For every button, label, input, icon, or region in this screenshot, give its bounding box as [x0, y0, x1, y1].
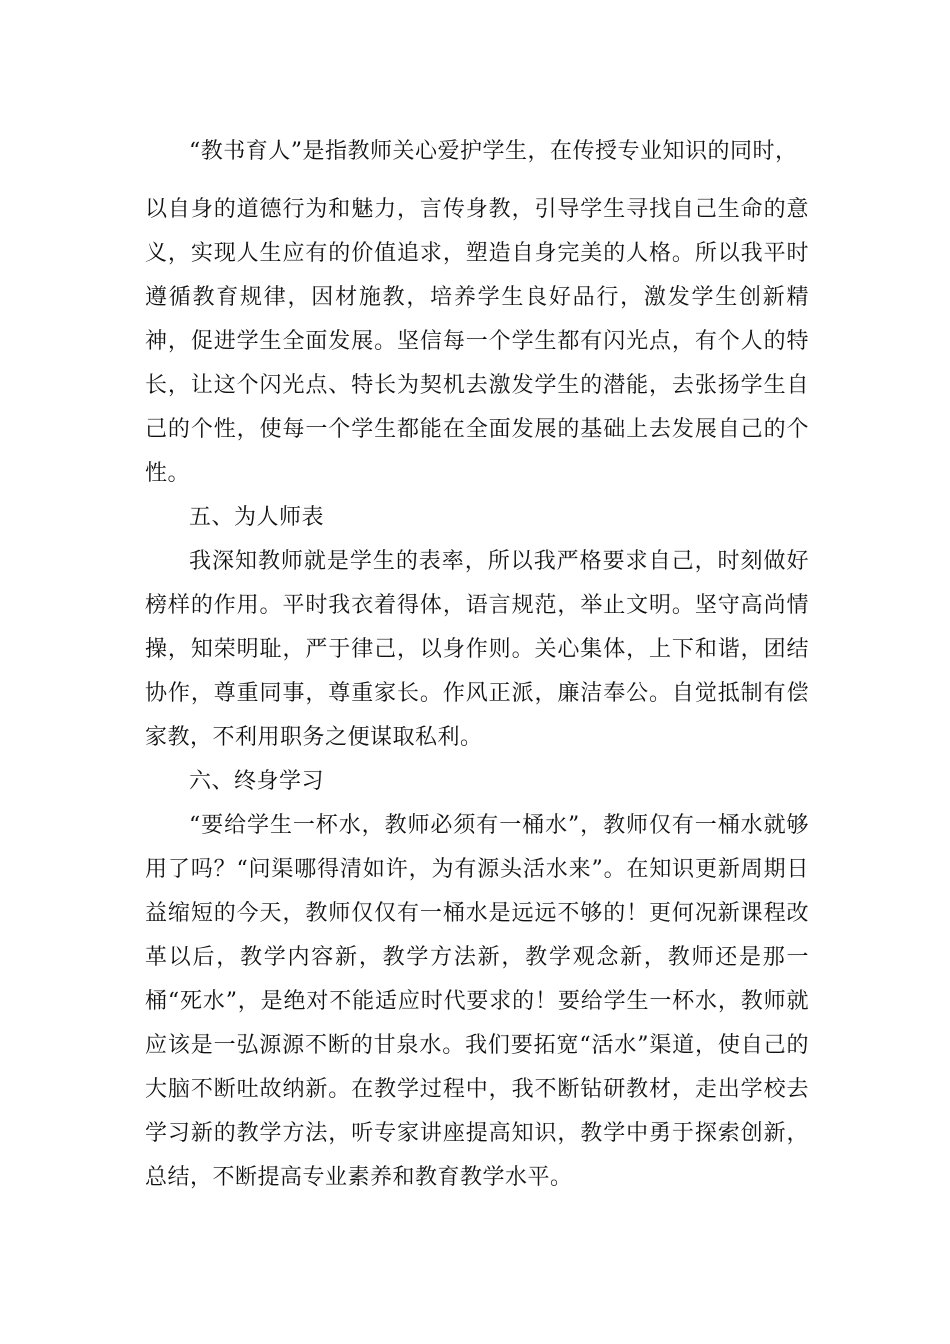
document-body [145, 188, 809, 1200]
paragraph-teaching-and-educating: 以自身的道德行为和魅力，言传身教，引导学生寻找自己生命的意义，实现人生应有的价值追求，塑造自身完美的人格。所以我平时遵循教育规律，因材施教，培养学生良好品行，激发学生创新精神，促进学生全面发展。坚信每一个学生都有闪光点，有个人的特长，让这个闪光点、特长为契机去激发学生的潜能，去张扬学生自己的个性，使每一个学生都能在全面发展的基础上去发展自己的个性。 [145, 197, 809, 486]
section-heading-role-model: 五、为人师表 [189, 505, 325, 530]
paragraph-first-line: “教书育人”是指教师关心爱护学生，在传授专业知识的同时， [189, 139, 798, 164]
paragraph-role-model: 我深知教师就是学生的表率，所以我严格要求自己，时刻做好榜样的作用。平时我衣着得体，语言规范，举止文明。坚守高尚情操，知荣明耻，严于律己，以身作则。关心集体，上下和谐，团结协作，尊重同事，尊重家长。作风正派，廉洁奉公。自觉抵制有偿家教，不利用职务之便谋取私利。 [145, 549, 809, 750]
paragraph-lifelong-learning: “要给学生一杯水，教师必须有一桶水”，教师仅有一桶水就够用了吗？“问渠哪得清如许，为有源头活水来”。在知识更新周期日益缩短的今天，教师仅仅有一桶水是远远不够的！更何况新课程改革以后，教学内容新，教学方法新，教学观念新，教师还是那一桶“死水”，是绝对不能适应时代要求的！要给学生一杯水，教师就应该是一弘源源不断的甘泉水。我们要拓宽“活水”渠道，使自己的大脑不断吐故纳新。在教学过程中，我不断钻研教材，走出学校去学习新的教学方法，听专家讲座提高知识，教学中勇于探索创新，总结，不断提高专业素养和教育教学水平。 [145, 813, 809, 1190]
section-heading-lifelong-learning: 六、终身学习 [189, 769, 325, 794]
